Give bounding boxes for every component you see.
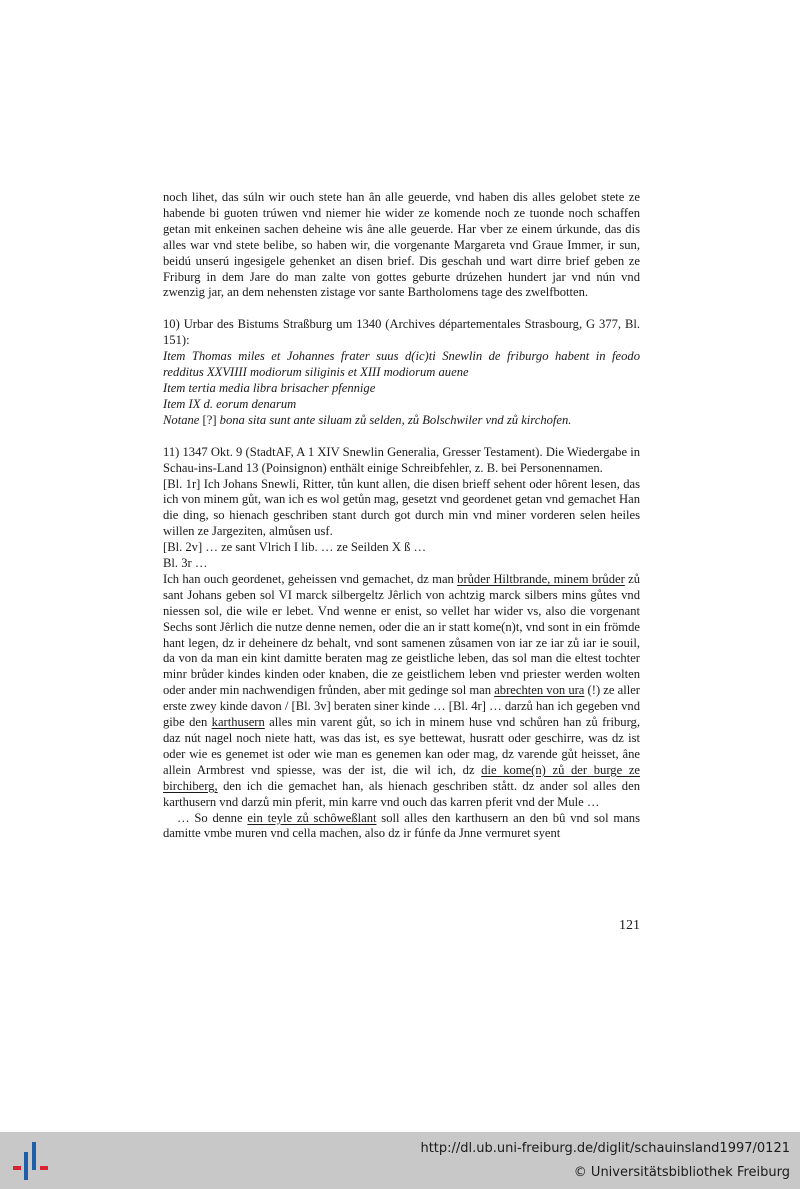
underlined-phrase-1: brůder Hiltbrande, minem brůder xyxy=(457,571,625,586)
section-11-bl3: Bl. 3r … xyxy=(163,556,208,571)
footer-url[interactable]: http://dl.ub.uni-freiburg.de/diglit/schauinsland1997/0121 xyxy=(420,1141,790,1156)
last-b: soll alles den karthusern an den bû vnd sol mans damitte vmbe muren vnd cella machen, also dz ir fúnfe da Jnne vermuret syent xyxy=(163,810,640,841)
paragraph-1: noch lihet, das súln wir ouch stete han ân alle geuerde, vnd haben dis alles gelobet stete ze habende bi guoten trúwen vnd niemer hie wider ze komende noch ze tuonde noch schaffen getan mit enkeinen sachen deheine wis âne alle geuerde. Har vber ze einem úrkunde, das dis alles war vnd stete belibe, so haben wir, die vorgenante Margareta vnd Graue Immer, ir sun, beidú unserú ingesigele gehenket an disen brief. Dis geschah und wart dirre brief geben ze Friburg in dem Jare do man zalte von gottes geburte drúzehen hundert jar vnd nún vnd zwenzig jar, an dem nehensten zistage vor sante Bartholomens tage des zwelfbotten. xyxy=(163,190,640,300)
section-10-line-4 xyxy=(163,413,640,429)
section-10-line-1: Item Thomas miles et Johannes frater suus d(ic)ti Snewlin de friburgo habent in feodo redditus XXVIIII modiorum siliginis et XIII modiorum auene xyxy=(163,349,640,380)
section-10-line-2: Item tertia media libra brisacher pfennige xyxy=(163,380,376,395)
page-number: 121 xyxy=(619,918,640,933)
body-e: den ich die gemachet han, als hienach geschriben stått. dz ander sol alles den karthusern vnd darzů min pferit, min karre vnd ouch das karren pferit vnd der Mule … xyxy=(163,778,640,809)
section-11-bl2: [Bl. 2v] … ze sant Vlrich I lib. … ze Seilden X ß … xyxy=(163,540,427,555)
underlined-phrase-3: karthusern xyxy=(211,715,265,730)
document-text xyxy=(163,190,640,842)
section-10-heading: 10) Urbar des Bistums Straßburg um 1340 (Archives départementales Strasbourg, G 377, Bl. 151): xyxy=(163,317,640,348)
underlined-phrase-4: die kome(n) zů der burge ze birchiberg, xyxy=(163,762,640,793)
footer-bar xyxy=(0,1132,800,1189)
body-c: (!) ze aller erste zwey kinde davon / [Bl. 3v] beraten siner kinde … [Bl. 4r] … darzů han ich gegeben vnd gibe den xyxy=(163,683,640,730)
section-11-last xyxy=(163,811,640,843)
section-10-line-3: Item IX d. eorum denarum xyxy=(163,396,297,411)
line-4-bracket: [?] xyxy=(202,412,217,427)
line-4-pre: Notane xyxy=(163,412,203,427)
line-4-post: bona sita sunt ante siluam zů selden, zů Bolschwiler vnd zů kirchofen. xyxy=(216,412,572,427)
body-b: zů sant Johans geben sol VI marck silbergeltz Jêrlich von achtzig marck silbers mins gůtes vnd niessen sol, die wile er lebet. Vnd wenne er enist, so vellet har wider vs, also die vorgenant Sechs sont Jêrlich die nutze denne nemen, oder die an ir statt kome(n)t, vnd sont in ein frömde hant legen, dz ir deheinere dz behalt, vnd sont samenen zůsamen von iar ze iar zů iar ie souil, da von da man ein kint damitte beraten mag ze geistliche leben, das sol man die eltest tochter minr brůder kindes kinden oder knaben, die ze geistlichem leben vnd priester werden wolten oder ander min nachwendigen frůnden, aber mit gedinge sol man xyxy=(163,571,640,698)
body-d: alles min varent gůt, so ich in minem huse vnd schůren han zů friburg, daz nút nagel noch niete hatt, was das ist, es sye bettewat, husratt oder geschirre, was dz ist oder wie es genemet ist oder wie man es genemen kan oder mag, dz varende gůt heisset, âne allein Armbrest vnd spiesse, was der ist, die wil ich, dz xyxy=(163,715,640,777)
body-a: Ich han ouch geordenet, geheissen vnd gemachet, dz man xyxy=(163,571,458,586)
last-a: … So denne xyxy=(177,810,248,825)
section-11-body xyxy=(163,572,640,811)
bl1-ref: [Bl. 1r] xyxy=(163,476,201,491)
ub-freiburg-logo-icon xyxy=(10,1140,52,1182)
footer-copyright: © Universitätsbibliothek Freiburg xyxy=(573,1165,790,1180)
section-11-heading: 11) 1347 Okt. 9 (StadtAF, A 1 XIV Snewlin Generalia, Gresser Testament). Die Wiedergabe in Schau-ins-Land 13 (Poinsignon) enthält einige Schreibfehler, z. B. bei Personennamen. xyxy=(163,444,640,475)
section-11-bl1 xyxy=(163,477,640,541)
underlined-phrase-2: abrechten von ura xyxy=(494,683,585,698)
underlined-phrase-5: ein teyle zů schôweßlant xyxy=(247,810,377,825)
bl1-text: Ich Johans Snewli, Ritter, tůn kunt allen, die disen brieff sehent oder hôrent lesen, das ich von minem gůt, wan ich es wol getůn mag, gesetzt vnd geordenet getan vnd gemachet Han die ding, so hienach geschriben stant durch got durch min vnd miner vorderen selen heiles willen ze Jargeziten, almůsen usf. xyxy=(163,476,640,539)
